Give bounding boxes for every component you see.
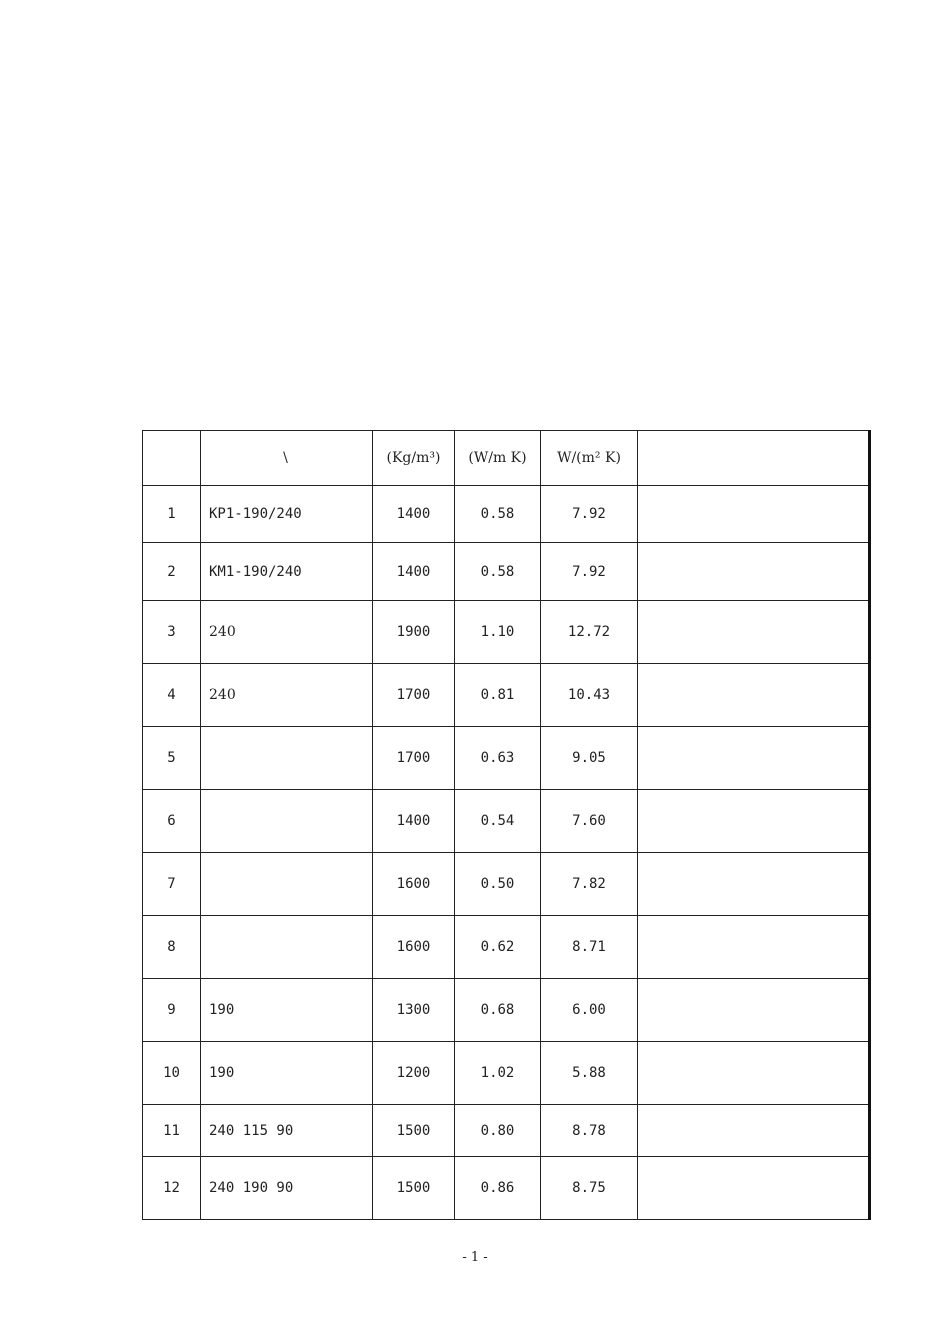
cell-conductivity: 0.62 — [455, 916, 541, 979]
cell-name-line-1: 240 — [209, 624, 236, 640]
cell-heat-transfer: 8.71 — [541, 916, 638, 979]
table-row — [143, 979, 870, 1042]
header-conductivity-unit: (W/m K) — [468, 450, 527, 466]
cell-heat-transfer: 5.88 — [541, 1042, 638, 1105]
cell-density: 1400 — [373, 486, 455, 543]
cell-remarks — [638, 543, 870, 601]
material-table — [142, 430, 871, 1220]
cell-remarks — [638, 1105, 870, 1157]
cell-name — [201, 1105, 373, 1157]
cell-heat-transfer: 9.05 — [541, 727, 638, 790]
cell-index: 8 — [143, 916, 201, 979]
cell-name — [201, 601, 373, 664]
table-row — [143, 853, 870, 916]
cell-remarks — [638, 601, 870, 664]
cell-conductivity: 0.80 — [455, 1105, 541, 1157]
cell-name — [201, 979, 373, 1042]
cell-index: 10 — [143, 1042, 201, 1105]
cell-remarks — [638, 486, 870, 543]
cell-conductivity: 0.54 — [455, 790, 541, 853]
cell-conductivity: 0.86 — [455, 1157, 541, 1220]
table-row — [143, 543, 870, 601]
cell-name — [201, 543, 373, 601]
cell-remarks — [638, 1157, 870, 1220]
cell-remarks — [638, 727, 870, 790]
cell-heat-transfer: 7.92 — [541, 543, 638, 601]
cell-density: 1300 — [373, 979, 455, 1042]
cell-heat-transfer: 7.92 — [541, 486, 638, 543]
cell-density: 1900 — [373, 601, 455, 664]
table-row — [143, 1042, 870, 1105]
header-remarks — [638, 431, 870, 486]
cell-conductivity: 0.58 — [455, 543, 541, 601]
table-row — [143, 727, 870, 790]
cell-conductivity: 0.63 — [455, 727, 541, 790]
cell-index: 6 — [143, 790, 201, 853]
cell-remarks — [638, 916, 870, 979]
header-name: \ — [201, 431, 373, 486]
cell-name-line-2: 190 — [209, 1065, 235, 1081]
cell-name-line-1: 240 — [209, 687, 236, 703]
cell-name-line-2: 190 — [209, 1002, 235, 1018]
table-row — [143, 486, 870, 543]
cell-remarks — [638, 664, 870, 727]
table-row — [143, 916, 870, 979]
header-density — [373, 431, 455, 486]
cell-index: 1 — [143, 486, 201, 543]
cell-density: 1400 — [373, 790, 455, 853]
cell-index: 4 — [143, 664, 201, 727]
table-row — [143, 664, 870, 727]
cell-heat-transfer: 7.60 — [541, 790, 638, 853]
table-row — [143, 601, 870, 664]
cell-name-line-2: KP1-190/240 — [209, 506, 302, 522]
cell-density: 1700 — [373, 664, 455, 727]
cell-density: 1200 — [373, 1042, 455, 1105]
cell-heat-transfer: 10.43 — [541, 664, 638, 727]
cell-name — [201, 853, 373, 916]
cell-heat-transfer: 6.00 — [541, 979, 638, 1042]
cell-name — [201, 664, 373, 727]
cell-name-line-2: 240 190 90 — [209, 1180, 294, 1196]
header-heat-transfer — [541, 431, 638, 486]
cell-name — [201, 790, 373, 853]
cell-name — [201, 916, 373, 979]
page-number: - 1 - — [462, 1250, 488, 1265]
cell-heat-transfer: 8.75 — [541, 1157, 638, 1220]
cell-density: 1500 — [373, 1157, 455, 1220]
cell-conductivity: 0.81 — [455, 664, 541, 727]
cell-density: 1600 — [373, 853, 455, 916]
cell-remarks — [638, 853, 870, 916]
cell-index: 11 — [143, 1105, 201, 1157]
cell-conductivity: 0.58 — [455, 486, 541, 543]
cell-remarks — [638, 790, 870, 853]
cell-index: 9 — [143, 979, 201, 1042]
table-row — [143, 790, 870, 853]
cell-density: 1500 — [373, 1105, 455, 1157]
cell-remarks — [638, 979, 870, 1042]
cell-conductivity: 1.02 — [455, 1042, 541, 1105]
cell-conductivity: 0.68 — [455, 979, 541, 1042]
cell-density: 1700 — [373, 727, 455, 790]
table-row — [143, 1157, 870, 1220]
cell-heat-transfer: 7.82 — [541, 853, 638, 916]
cell-name — [201, 1157, 373, 1220]
cell-index: 2 — [143, 543, 201, 601]
cell-conductivity: 0.50 — [455, 853, 541, 916]
cell-index: 3 — [143, 601, 201, 664]
table-row — [143, 1105, 870, 1157]
header-index — [143, 431, 201, 486]
cell-index: 7 — [143, 853, 201, 916]
cell-density: 1600 — [373, 916, 455, 979]
cell-density: 1400 — [373, 543, 455, 601]
header-density-unit: (Kg/m³) — [386, 450, 441, 466]
cell-name-line-2: 240 115 90 — [209, 1122, 294, 1139]
cell-conductivity: 1.10 — [455, 601, 541, 664]
cell-name-line-2: KM1-190/240 — [209, 563, 302, 580]
cell-name — [201, 1042, 373, 1105]
cell-index: 12 — [143, 1157, 201, 1220]
cell-name — [201, 486, 373, 543]
header-heat-transfer-unit: W/(m² K) — [557, 450, 621, 466]
cell-index: 5 — [143, 727, 201, 790]
cell-heat-transfer: 8.78 — [541, 1105, 638, 1157]
cell-remarks — [638, 1042, 870, 1105]
cell-heat-transfer: 12.72 — [541, 601, 638, 664]
header-conductivity — [455, 431, 541, 486]
cell-name — [201, 727, 373, 790]
table-header-row — [143, 431, 870, 486]
